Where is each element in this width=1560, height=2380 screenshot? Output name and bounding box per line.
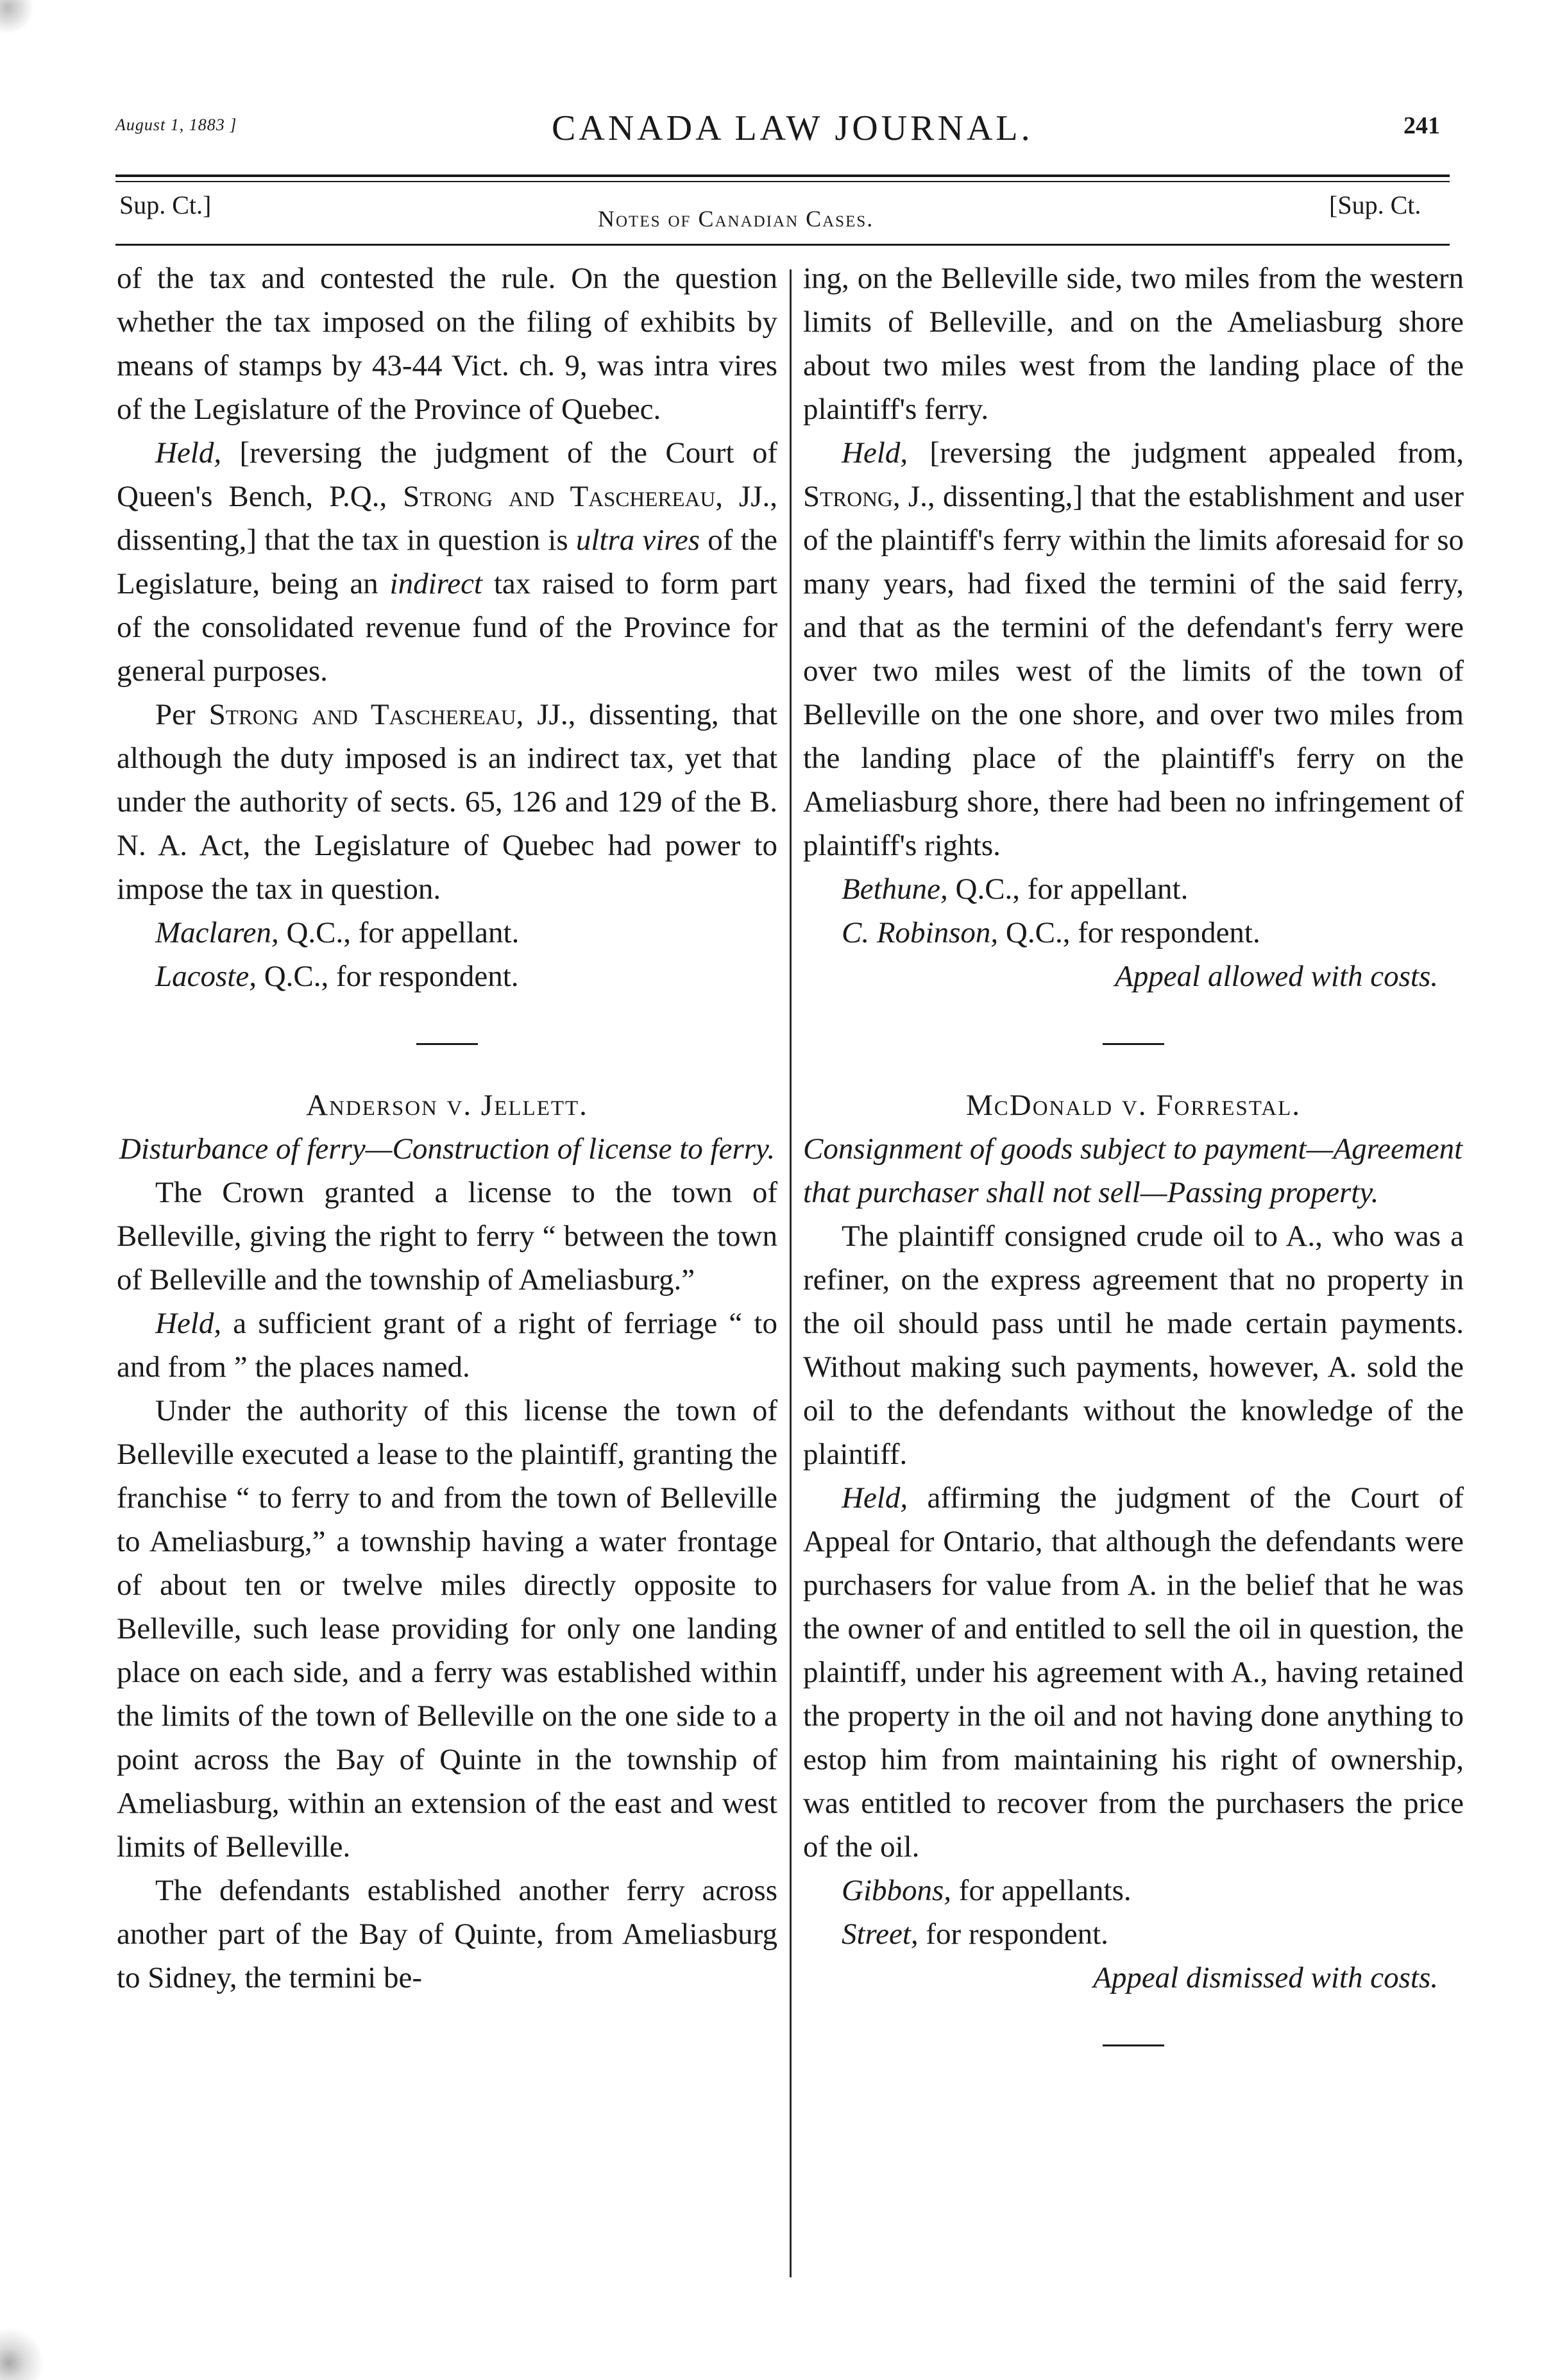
case-separator (416, 1043, 478, 1045)
section-title: Notes of Canadian Cases. (598, 206, 874, 232)
paragraph: The Crown granted a license to the town of Belleville, giving the right to ferry “ between the town of Belleville and the township of Ameliasburg.” (117, 1176, 777, 1296)
paragraph: of the tax and contested the rule. On the question whether the tax imposed on the filing of exhibits by means of stamps by 43-44 Vict. ch. 9, was intra vires of the Legislature of the Province of Quebec. (117, 262, 777, 426)
header-rule-thin (115, 181, 1450, 182)
header-rule-thick (115, 174, 1450, 177)
issue-date: August 1, 1883 ] (115, 115, 237, 134)
counsel-line: Bethune, Q.C., for appellant. (842, 872, 1189, 906)
case-headnote: Consignment of goods subject to payment—Agreement that purchaser shall not sell—Passing property. (803, 1132, 1463, 1209)
column-divider (790, 269, 792, 2277)
case-result: Appeal allowed with costs. (1115, 960, 1438, 993)
paragraph: The plaintiff consigned crude oil to A., who was a refiner, on the express agreement that no property in the oil should pass until he made certain payments. Without making such payments, however, A. sold the oil to the defendants without the knowledge of the plaintiff. (803, 1220, 1464, 1471)
counsel-line: C. Robinson, Q.C., for respondent. (842, 916, 1260, 949)
case-title: Anderson v. Jellett. (306, 1089, 588, 1122)
paragraph: The defendants established another ferry across another part of the Bay of Quinte, from Ameliasburg to Sidney, the termini be- (117, 1874, 777, 1994)
paper-speck (0, 0, 38, 38)
paragraph-held: Held, [reversing the judgment appealed from, Strong, J., dissenting,] that the establishment and user of the plaintiff's ferry within the limits aforesaid for so many years, had fixed the termini of the said ferry, and that as the termini of the defendant's ferry were over two miles west of the limits of the town of Belleville on the one shore, and over two miles from the landing place of the plaintiff's ferry on the Ameliasburg shore, there had been no infringement of plaintiff's rights. (803, 436, 1464, 862)
case-result: Appeal dismissed with costs. (1093, 1961, 1438, 1994)
counsel-line: Lacoste, Q.C., for respondent. (155, 960, 519, 993)
section-rule (115, 244, 1450, 246)
counsel-line: Gibbons, for appellants. (842, 1874, 1132, 1907)
right-column (803, 257, 1464, 2085)
journal-title: CANADA LAW JOURNAL. (552, 108, 1033, 148)
paragraph: Under the authority of this license the town of Belleville executed a lease to the plaintiff, granting the franchise “ to ferry to and from the town of Belleville to Ameliasburg,” a township having a water frontage of about ten or twelve miles directly opposite to Belleville, such lease providing for only one landing place on each side, and a ferry was established within the limits of the town of Belleville on the one side to a point across the Bay of Quinte in the township of Ameliasburg, within an extension of the east and west limits of Belleville. (117, 1394, 777, 1864)
section-label-right: [Sup. Ct. (1329, 191, 1421, 219)
paragraph: ing, on the Belleville side, two miles from the western limits of Belleville, and on the Ameliasburg shore about two miles west from the landing place of the plaintiff's ferry. (803, 262, 1464, 426)
counsel-line: Maclaren, Q.C., for appellant. (155, 916, 520, 949)
paragraph-held: Held, affirming the judgment of the Court of Appeal for Ontario, that although the defendants were purchasers for value from A. in the belief that he was the owner of and entitled to sell the oil in question, the plaintiff, under his agreement with A., having retained the property in the oil and not having done anything to estop him from maintaining his right of ownership, was entitled to recover from the purchasers the price of the oil. (803, 1481, 1464, 1864)
case-separator (1103, 1043, 1164, 1045)
counsel-line: Street, for respondent. (842, 1917, 1108, 1951)
case-separator (1103, 2044, 1164, 2046)
paragraph-held: Held, [reversing the judgment of the Court of Queen's Bench, P.Q., Strong and Taschereau, JJ., dissenting,] that the tax in question is ultra vires of the Legislature, being an indirect tax raised to form part of the consolidated revenue fund of the Province for general purposes. (117, 436, 777, 688)
left-column (117, 257, 777, 2000)
paper-speck-bottom (0, 2322, 45, 2380)
case-headnote: Disturbance of ferry—Construction of license to ferry. (119, 1132, 776, 1166)
section-label-left: Sup. Ct.] (119, 191, 212, 219)
paragraph-dissent: Per Strong and Taschereau, JJ., dissenting, that although the duty imposed is an indirect tax, yet that under the authority of sects. 65, 126 and 129 of the B. N. A. Act, the Legislature of Quebec had power to impose the tax in question. (117, 698, 777, 906)
paragraph-held: Held, a sufficient grant of a right of ferriage “ to and from ” the places named. (117, 1307, 777, 1384)
case-title: McDonald v. Forrestal. (965, 1089, 1301, 1122)
page-number: 241 (1403, 112, 1440, 139)
